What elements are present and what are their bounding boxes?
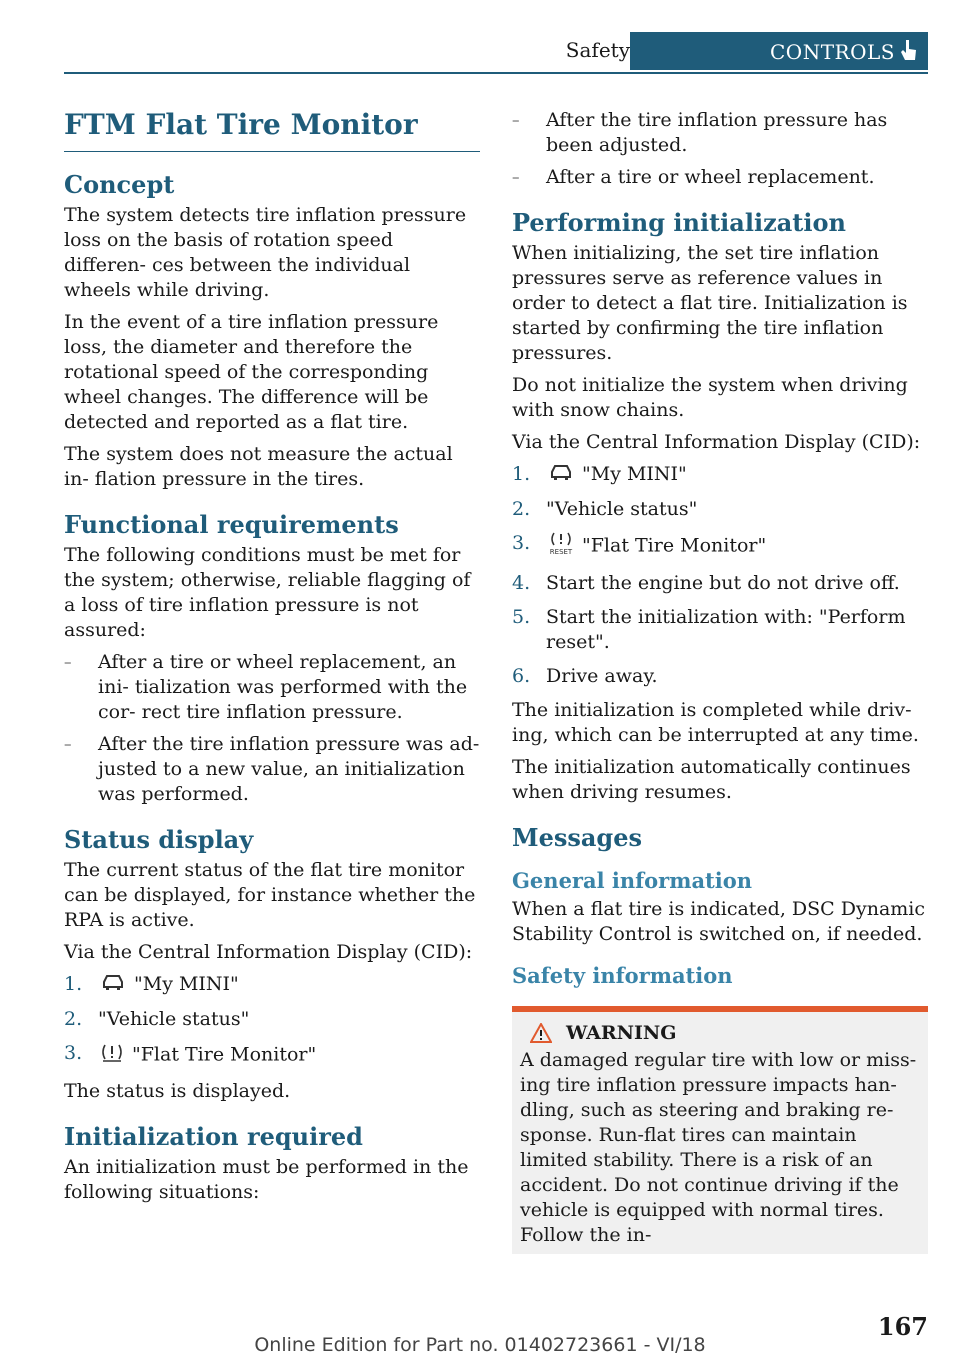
concept-paragraph: In the event of a tire inflation pressure loss, the diameter and therefore the rotational speed of the corresponding wheel changes. The difference will be detected and reported as a flat tire. [64, 311, 439, 433]
list-item: – After a tire or wheel replacement, an ini‐ tialization was performed with the cor‐ rect tire inflation pressure. [64, 651, 468, 723]
car-icon [100, 973, 126, 998]
performing-paragraph: Do not initialize the system when driving with snow chains. [512, 374, 908, 421]
step-item: 5. Start the initialization with: "Perform reset". [512, 605, 906, 653]
messages-heading: Messages [512, 822, 642, 852]
chapter-label: CONTROLS [770, 40, 895, 64]
warning-title: WARNING [566, 1021, 677, 1044]
list-item: – After a tire or wheel replacement. [512, 166, 875, 188]
tire-warning-icon [100, 1041, 124, 1070]
performing-paragraph: The initialization is completed while driv‐ ing, which can be interrupted at any time. [512, 698, 919, 746]
status-paragraph: The status is displayed. [64, 1079, 291, 1102]
step-item: 3. RESET "Flat Tire Monitor" [512, 531, 928, 562]
footer-edition: Online Edition for Part no. 01402723661 - VI/18 [254, 1334, 706, 1356]
page-number: 167 [877, 1312, 928, 1341]
step-item: 1. "My MINI" [512, 462, 928, 488]
car-icon [548, 463, 574, 488]
step-item: 2. "Vehicle status" [512, 497, 698, 520]
list-item: – After the tire inflation pressure has been adjusted. [512, 109, 888, 156]
step-item: 6. Drive away. [512, 664, 658, 687]
general-information-heading: General information [512, 867, 753, 893]
performing-paragraph: Via the Central Information Display (CID): [512, 431, 921, 453]
step-item: 2. "Vehicle status" [64, 1007, 250, 1030]
warning-title-row [520, 1022, 920, 1044]
step-item: 4. Start the engine but do not drive off. [512, 571, 900, 594]
performing-paragraph: The initialization automatically continues when driving resumes. [512, 755, 911, 803]
init-required-heading: Initialization required [64, 1121, 363, 1151]
page-header [64, 32, 928, 74]
functional-paragraph: The following conditions must be met for the system; otherwise, reliable flagging of a loss of tire inflation pressure is not assured: [64, 544, 471, 641]
warning-box [512, 1006, 928, 1254]
step-item: 3. "Flat Tire Monitor" [64, 1041, 480, 1070]
hand-pointer-icon [900, 38, 918, 66]
concept-heading: Concept [64, 170, 175, 199]
list-item: – After the tire inflation pressure was ad‐ justed to a new value, an initialization was performed. [64, 733, 480, 805]
section-label: Safety [565, 38, 630, 62]
step-item: 1. "My MINI" [64, 972, 480, 998]
status-heading: Status display [64, 825, 254, 854]
status-paragraph: Via the Central Information Display (CID): [64, 941, 473, 963]
general-information-paragraph: When a flat tire is indicated, DSC Dynamic Stability Control is switched on, if needed. [512, 897, 926, 945]
left-column [64, 108, 480, 1212]
functional-heading: Functional requirements [64, 510, 399, 539]
status-paragraph: The current status of the flat tire monitor can be displayed, for instance whether the RPA is active. [64, 859, 476, 931]
page-title: FTM Flat Tire Monitor [64, 108, 480, 152]
svg-text:RESET: RESET [549, 547, 573, 555]
concept-paragraph: The system detects tire inflation pressure loss on the basis of rotation speed differen‐ ces between the individual wheels while driving. [64, 204, 467, 301]
chapter-tab [630, 32, 928, 70]
right-column [512, 108, 928, 1254]
concept-paragraph: The system does not measure the actual in‐ flation pressure in the tires. [64, 443, 453, 490]
warning-text: A damaged regular tire with low or miss‐ ing tire inflation pressure impacts han‐ dling, such as steering and braking re‐ sponse. Run-flat tires can maintain limited stability. There is a risk of an accident. Do not continue driving if the vehicle is equipped with normal tires. Follow the in‐ [520, 1048, 917, 1246]
performing-paragraph: When initializing, the set tire inflation pressures serve as reference values in order to detect a flat tire. Initialization is started by confirming the tire inflation pressures. [512, 242, 908, 364]
tire-reset-icon [548, 531, 574, 562]
performing-heading: Performing initialization [512, 208, 846, 237]
warning-triangle-icon [530, 1023, 552, 1043]
init-required-paragraph: An initialization must be performed in the following situations: [64, 1155, 469, 1203]
safety-information-heading: Safety information [512, 962, 733, 988]
